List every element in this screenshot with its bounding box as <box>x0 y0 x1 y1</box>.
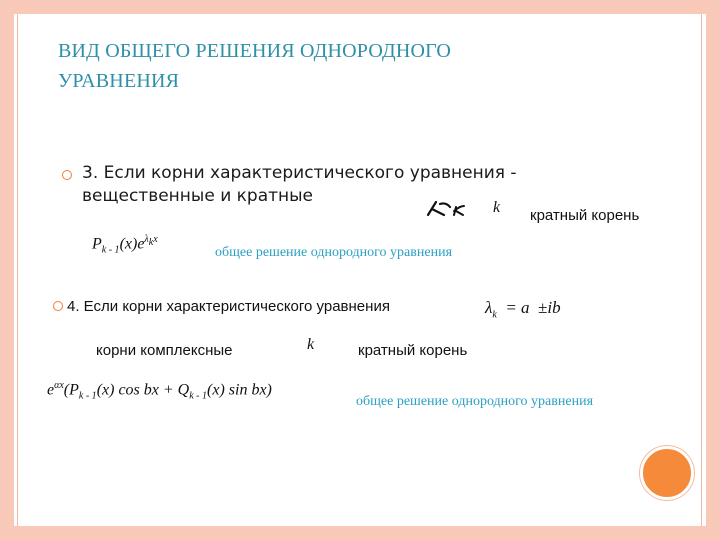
case4-k-symbol: k <box>307 336 315 353</box>
bullet-icon <box>62 170 72 180</box>
case3-note: общее решение однородного уравнения <box>215 245 453 260</box>
case3-multiple-root-label: кратный корень <box>530 207 640 224</box>
title-line-1: ВИД ОБЩЕГО РЕШЕНИЯ ОДНОРОДНОГО <box>58 40 452 62</box>
case3-k-symbol: k <box>493 199 501 216</box>
lambda-k-symbol <box>424 198 474 218</box>
frame-line-left <box>17 14 18 526</box>
case4-formula: $e^{\alpha x}(P_{k - 1}(x)$ cos bx + $Q_{k - 1}(x)$ sin bx) <box>47 380 272 402</box>
case4-complex-label: корни комплексные <box>96 342 233 359</box>
title-line-2: УРАВНЕНИЯ <box>58 70 180 92</box>
bullet-icon <box>53 301 63 311</box>
case3-line2: вещественные и кратные <box>82 186 314 206</box>
case4-roots-formula: $\lambda_k = a \pm ib$ <box>485 298 561 321</box>
case4-note: общее решение однородного уравнения <box>356 394 594 409</box>
page-title <box>58 36 578 96</box>
case3-line1: 3. Если корни характеристического уравнения - <box>82 163 517 183</box>
frame-line-right <box>701 14 702 526</box>
case4-multiple-root-label: кратный корень <box>358 342 468 359</box>
case4-line1: 4. Если корни характеристического уравнения <box>67 298 390 315</box>
decorative-circle <box>640 446 694 500</box>
case3-formula: $P_{k - 1}(x)e^{\lambda_kx}$ <box>92 234 158 256</box>
